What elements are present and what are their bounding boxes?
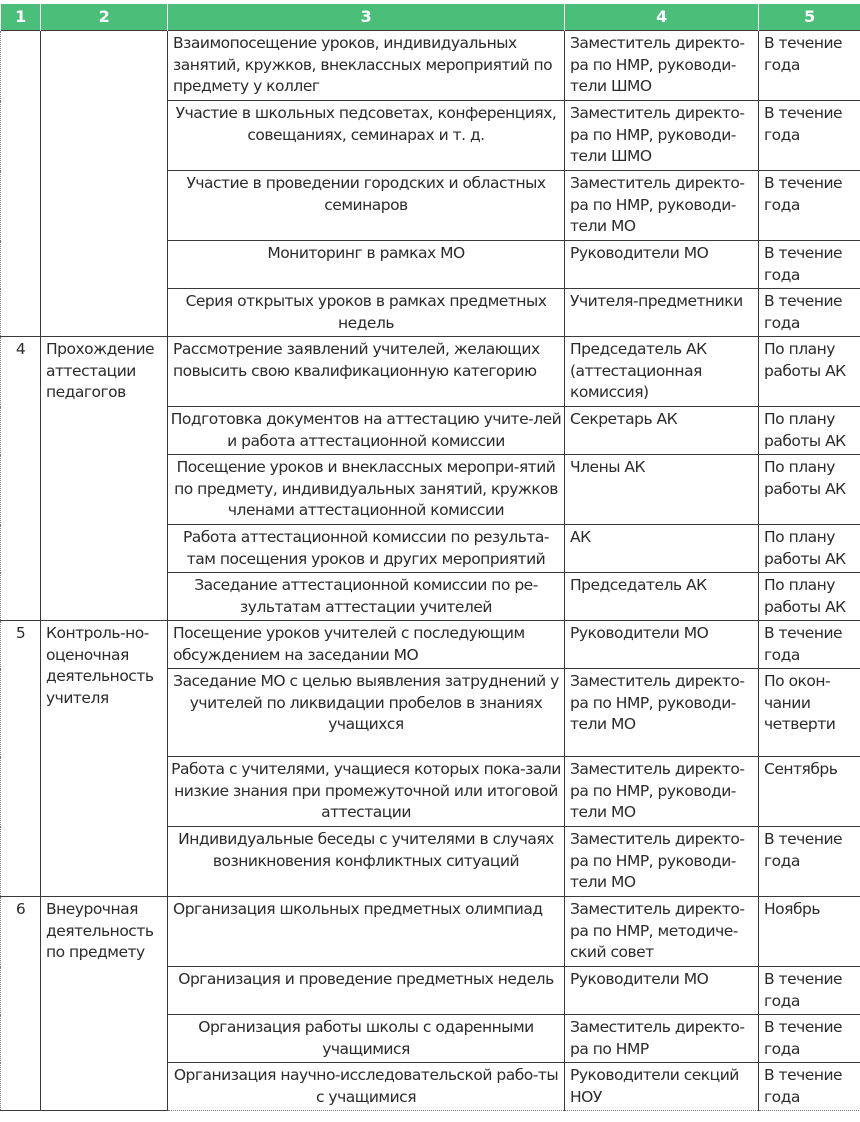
- task-cell: Работа аттестационной комиссии по результа-там посещения уроков и других мероприятий: [168, 525, 565, 573]
- responsible-cell: Заместитель директо-ра по НМР, руководи-тели ШМО: [565, 31, 759, 101]
- column-header: 5: [759, 4, 860, 31]
- task-cell: Организация и проведение предметных недель: [168, 967, 565, 1015]
- task-cell: Организация работы школы с одаренными учащимися: [168, 1015, 565, 1063]
- term-cell: В течение года: [759, 31, 860, 101]
- task-cell: Заседание МО с целью выявления затруднений у учителей по ликвидации пробелов в знаниях учащихся: [168, 669, 565, 757]
- term-cell: По плану работы АК: [759, 455, 860, 525]
- term-cell: В течение года: [759, 289, 860, 337]
- term-cell: По плану работы АК: [759, 407, 860, 455]
- term-cell: По окон-чании четверти: [759, 669, 860, 757]
- task-cell: Организация школьных предметных олимпиад: [168, 897, 565, 967]
- term-cell: Сентябрь: [759, 757, 860, 827]
- task-cell: Участие в школьных педсоветах, конференциях, совещаниях, семинарах и т. д.: [168, 101, 565, 171]
- task-cell: Работа с учителями, учащиеся которых пока-зали низкие знания при промежуточной или итоговой аттестации: [168, 757, 565, 827]
- task-cell: Организация научно-исследовательской рабо-ты с учащимися: [168, 1063, 565, 1111]
- term-cell: Ноябрь: [759, 897, 860, 967]
- responsible-cell: Руководители МО: [565, 621, 759, 669]
- column-header: 2: [41, 4, 168, 31]
- section-number-cell: [1, 31, 41, 337]
- responsible-cell: Руководители МО: [565, 241, 759, 289]
- responsible-cell: Секретарь АК: [565, 407, 759, 455]
- section-number-cell: 6: [1, 897, 41, 1111]
- section-title-cell: [41, 31, 168, 337]
- task-cell: Серия открытых уроков в рамках предметных недель: [168, 289, 565, 337]
- term-cell: В течение года: [759, 171, 860, 241]
- task-cell: Участие в проведении городских и областных семинаров: [168, 171, 565, 241]
- responsible-cell: АК: [565, 525, 759, 573]
- responsible-cell: Заместитель директо-ра по НМР, руководи-тели ШМО: [565, 101, 759, 171]
- section-title-cell: Контроль-но-оценочная деятельность учителя: [41, 621, 168, 897]
- term-cell: В течение года: [759, 967, 860, 1015]
- term-cell: В течение года: [759, 241, 860, 289]
- responsible-cell: Руководители секций НОУ: [565, 1063, 759, 1111]
- responsible-cell: Заместитель директо-ра по НМР, руководи-тели МО: [565, 827, 759, 897]
- section-number-cell: 4: [1, 337, 41, 621]
- plan-table: [0, 4, 860, 1111]
- term-cell: По плану работы АК: [759, 337, 860, 407]
- task-cell: Подготовка документов на аттестацию учите-лей и работа аттестационной комиссии: [168, 407, 565, 455]
- section-title-cell: Внеурочная деятельность по предмету: [41, 897, 168, 1111]
- responsible-cell: Председатель АК: [565, 573, 759, 621]
- task-cell: Рассмотрение заявлений учителей, желающих повысить свою квалификационную категорию: [168, 337, 565, 407]
- table-row: [1, 897, 860, 967]
- term-cell: По плану работы АК: [759, 525, 860, 573]
- responsible-cell: Председатель АК (аттестационная комиссия): [565, 337, 759, 407]
- term-cell: В течение года: [759, 621, 860, 669]
- responsible-cell: Заместитель директо-ра по НМР, методиче-ский совет: [565, 897, 759, 967]
- responsible-cell: Заместитель директо-ра по НМР, руководи-тели МО: [565, 669, 759, 757]
- responsible-cell: Заместитель директо-ра по НМР: [565, 1015, 759, 1063]
- column-header: 4: [565, 4, 759, 31]
- table-row: [1, 337, 860, 407]
- task-cell: Заседание аттестационной комиссии по ре-зультатам аттестации учителей: [168, 573, 565, 621]
- term-cell: В течение года: [759, 1063, 860, 1111]
- document-page: [0, 4, 860, 1111]
- task-cell: Мониторинг в рамках МО: [168, 241, 565, 289]
- term-cell: В течение года: [759, 101, 860, 171]
- table-row: [1, 31, 860, 101]
- task-cell: Индивидуальные беседы с учителями в случаях возникновения конфликтных ситуаций: [168, 827, 565, 897]
- term-cell: В течение года: [759, 1015, 860, 1063]
- task-cell: Посещение уроков учителей с последующим обсуждением на заседании МО: [168, 621, 565, 669]
- task-cell: Посещение уроков и внеклассных меропри-ятий по предмету, индивидуальных занятий, кружков членами аттестационной комиссии: [168, 455, 565, 525]
- term-cell: В течение года: [759, 827, 860, 897]
- section-number-cell: 5: [1, 621, 41, 897]
- responsible-cell: Руководители МО: [565, 967, 759, 1015]
- responsible-cell: Заместитель директо-ра по НМР, руководи-тели МО: [565, 171, 759, 241]
- task-cell: Взаимопосещение уроков, индивидуальных занятий, кружков, внеклассных мероприятий по предмету у коллег: [168, 31, 565, 101]
- table-row: [1, 621, 860, 669]
- responsible-cell: Члены АК: [565, 455, 759, 525]
- responsible-cell: Учителя-предметники: [565, 289, 759, 337]
- responsible-cell: Заместитель директо-ра по НМР, руководи-тели МО: [565, 757, 759, 827]
- term-cell: По плану работы АК: [759, 573, 860, 621]
- header-row: [1, 4, 860, 31]
- section-title-cell: Прохождение аттестации педагогов: [41, 337, 168, 621]
- column-header: 1: [1, 4, 41, 31]
- column-header: 3: [168, 4, 565, 31]
